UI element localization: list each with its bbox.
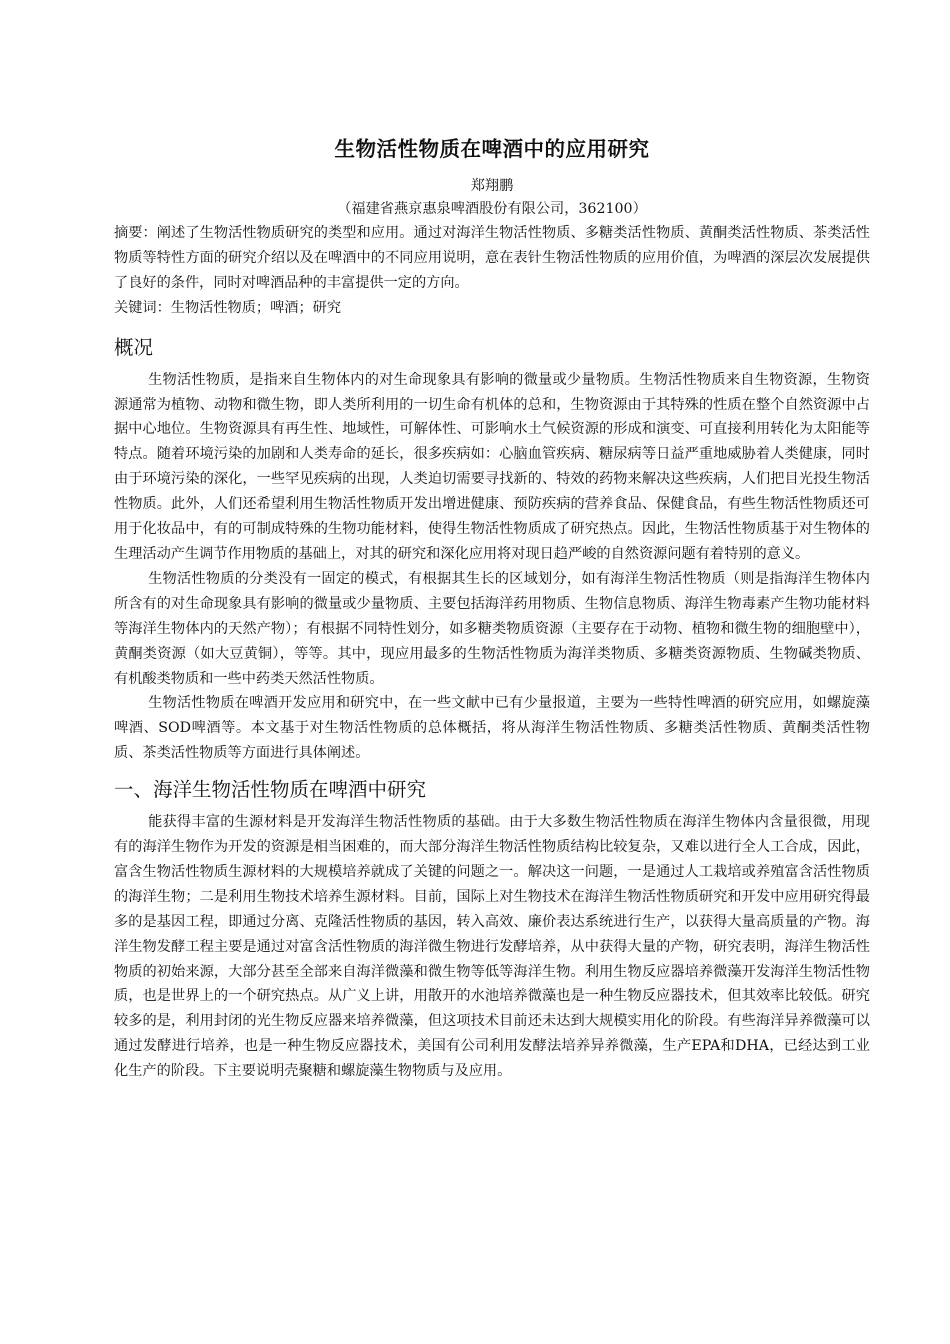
author-affiliation: （福建省燕京惠泉啤酒股份有限公司，362100） [337,201,647,217]
section-heading-overview: 概况 [114,335,154,359]
overview-paragraph: 生物活性物质的分类没有一固定的模式，有根据其生长的区域划分，如有海洋生物活性物质（则是指海洋生物体内所含有的对生命现象具有影响的微量或少量物质、主要包括海洋药用物质、生物信息物质、海洋生物毒素产生物功能材料等海洋生物体内的天然产物）；有根据不同特性划分，如多糖类物质资源（主要存在于动物、植物和微生物的细胞壁中），黄酮类资源（如大豆黄铜），等等。其中，现应用最多的生物活性物质为海洋类物质、多糖类资源物质、生物碱类物质、有机酸类物质和一些中药类天然活性物质。 [114,570,870,687]
overview-paragraph: 生物活性物质，是指来自生物体内的对生命现象具有影响的微量或少量物质。生物活性物质来自生物资源，生物资源通常为植物、动物和微生物，即人类所利用的一切生命有机体的总和，生物资源由于其特殊的性质在整个自然资源中占据中心地位。生物资源具有再生性、地域性，可解体性、可影响水土气候资源的形成和演变、可直接利用转化为太阳能等特点。随着环境污染的加剧和人类寿命的延长，很多疾病如：心脑血管疾病、糖尿病等日益严重地威胁着人类健康，同时由于环境污染的深化，一些罕见疾病的出现，人类迫切需要寻找新的、特效的药物来解决这些疾病，人们把目光投生物活性物质。此外，人们还希望利用生物活性物质开发出增进健康、预防疾病的营养食品、保健食品，有些生物活性物质还可用于化妆品中，有的可制成特殊的生物功能材料，使得生物活性物质成了研究热点。因此，生物活性物质基于对生物体的生理活动产生调节作用物质的基础上，对其的研究和深化应用将对现日趋严峻的自然资源问题有着特别的意义。 [114,371,870,562]
abstract: 摘要：阐述了生物活性物质研究的类型和应用。通过对海洋生物活性物质、多糖类活性物质、黄酮类活性物质、茶类活性物质等特性方面的研究介绍以及在啤酒中的不同应用说明，意在表针生物活性物质的应用价值，为啤酒的深层次发展提供了良好的条件，同时对啤酒品种的丰富提供一定的方向。 [114,225,870,291]
document-page [114,134,870,1084]
section-heading-one: 一、海洋生物活性物质在啤酒中研究 [114,778,427,802]
keywords: 关键词：生物活性物质；啤酒；研究 [114,299,342,316]
section-one-paragraph: 能获得丰富的生源材料是开发海洋生物活性物质的基础。由于大多数生物活性物质在海洋生物体内含量很微，用现有的海洋生物作为开发的资源是相当困难的，而大部分海洋生物活性物质结构比较复杂，又难以进行全人工合成，因此，富含生物活性物质生源材料的大规模培养就成了关键的问题之一。解决这一问题，一是通过人工栽培或养殖富含活性物质的海洋生物；二是利用生物技术培养生源材料。目前，国际上对生物技术在海洋生物活性物质研究和开发中应用研究得最多的是基因工程，即通过分离、克隆活性物质的基因，转入高效、廉价表达系统进行生产，以获得大量高质量的产物。海洋生物发酵工程主要是通过对富含活性物质的海洋微生物进行发酵培养，从中获得大量的产物，研究表明，海洋生物活性物质的初始来源，大部分甚至全部来自海洋微藻和微生物等低等海洋生物。利用生物反应器培养微藻开发海洋生物活性物质，也是世界上的一个研究热点。从广义上讲，用散开的水池培养微藻也是一种生物反应器技术，但其效率比较低。研究较多的是，利用封闭的光生物反应器来培养微藻，但这项技术目前还未达到大规模实用化的阶段。有些海洋异养微藻可以通过发酵进行培养，也是一种生物反应器技术，美国有公司利用发酵法培养异养微藻，生产EPA和DHA，已经达到工业化生产的阶段。下主要说明壳聚糖和螺旋藻生物物质与及应用。 [114,814,870,1080]
overview-paragraph: 生物活性物质在啤酒开发应用和研究中，在一些文献中已有少量报道，主要为一些特性啤酒的研究应用，如螺旋藻啤酒、SOD啤酒等。本文基于对生物活性物质的总体概括，将从海洋生物活性物质、多糖类活性物质、黄酮类活性物质、茶类活性物质等方面进行具体阐述。 [114,695,870,762]
author-name: 郑翔鹏 [470,178,514,194]
paper-title: 生物活性物质在啤酒中的应用研究 [334,137,650,161]
